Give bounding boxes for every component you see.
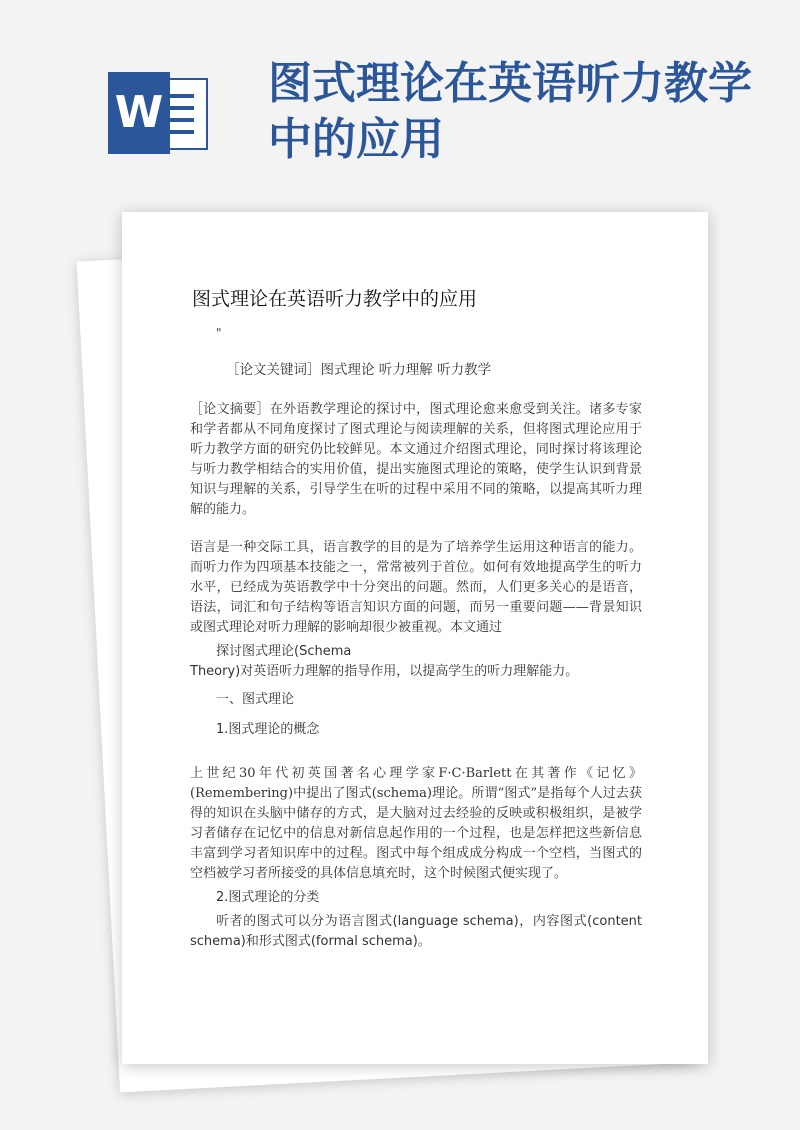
document-sheet xyxy=(122,212,708,1064)
subsection-heading: 2.图式理论的分类 xyxy=(216,890,320,905)
intro-cont-line1: 探讨图式理论(Schema xyxy=(216,644,352,659)
intro-cont-line2: Theory)对英语听力理解的指导作用，以提高学生的听力理解能力。 xyxy=(190,664,579,679)
page-title: 图式理论在英语听力教学中的应用 xyxy=(268,58,752,165)
concept-paragraph: 上世纪30年代初英国著名心理学家F·C·Barlett在其著作《记忆》(Remembering)中提出了图式(schema)理论。所谓“图式”是指每个人过去获得的知识在头脑中储存的方式，是大脑对过去经验的反映或积极组织，是被学习者储存在记忆中的信息对新信息起作用的一个过程，也是怎样把这些新信息丰富到学习者知识库中的过程。图式中每个组成成分构成一个空档，当图式的空档被学习者所接受的具体信息填充时，这个时候图式便实现了。 xyxy=(190,766,642,881)
intro-paragraph: 语言是一种交际工具，语言教学的目的是为了培养学生运用这种语言的能力。而听力作为四项基本技能之一，常常被列于首位。如何有效地提高学生的听力水平，已经成为英语教学中十分突出的问题。然而，人们更多关心的是语音，语法，词汇和句子结构等语言知识方面的问题，而另一重要问题——背景知识或图式理论对听力理解的影响却很少被重视。本文通过 xyxy=(190,540,642,635)
word-app-icon xyxy=(108,72,212,154)
subsection-heading: 1.图式理论的概念 xyxy=(216,722,320,737)
word-w-icon: W xyxy=(108,72,170,154)
keywords-line: ［论文关键词］图式理论 听力理解 听力教学 xyxy=(226,362,492,378)
abstract-paragraph: ［论文摘要］在外语教学理论的探讨中，图式理论愈来愈受到关注。诸多专家和学者都从不同角度探讨了图式理论与阅读理解的关系，但将图式理论应用于听力教学方面的研究仍比较鲜见。本文通过介绍图式理论，同时探讨将该理论与听力教学相结合的实用价值，提出实施图式理论的策略，使学生认识到背景知识与理解的关系，引导学生在听的过程中采用不同的策略，以提高其听力理解的能力。 xyxy=(190,402,642,517)
section-heading: 一、图式理论 xyxy=(216,692,295,707)
document-mark: " xyxy=(216,326,222,340)
classify-paragraph: 听者的图式可以分为语言图式(language schema)，内容图式(content schema)和形式图式(formal schema)。 xyxy=(190,914,642,949)
document-title: 图式理论在英语听力教学中的应用 xyxy=(192,288,478,310)
